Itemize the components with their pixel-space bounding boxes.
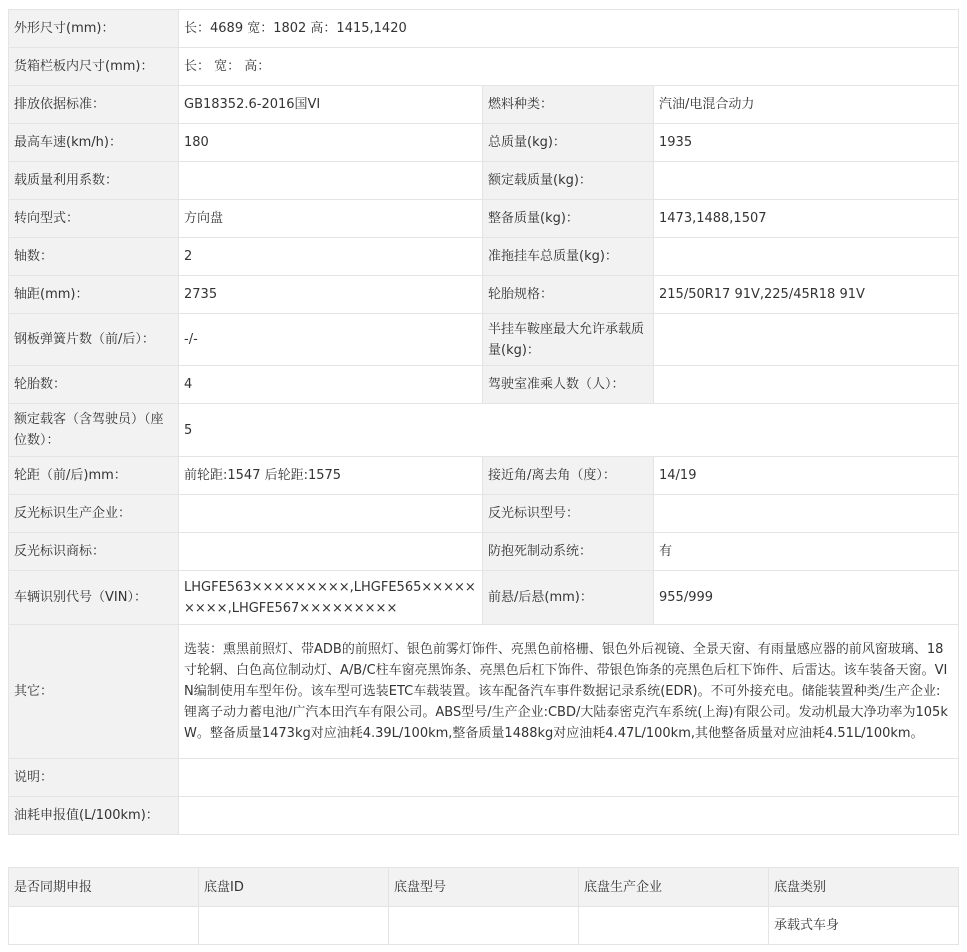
spec-row <box>9 276 959 314</box>
overhang-label: 前悬/后悬(mm)： <box>483 571 654 625</box>
spec-row <box>9 759 959 797</box>
trailer-mass-value <box>654 238 959 276</box>
spec-row <box>9 533 959 571</box>
spec-row <box>9 124 959 162</box>
tire-spec-label: 轮胎规格： <box>483 276 654 314</box>
spec-row <box>9 86 959 124</box>
abs-value: 有 <box>654 533 959 571</box>
axles-label: 轴数： <box>9 238 179 276</box>
passengers-label: 额定载客（含驾驶员）（座位数）： <box>9 404 179 457</box>
chassis-cell <box>199 907 389 945</box>
chassis-cell <box>389 907 579 945</box>
total-mass-value: 1935 <box>654 124 959 162</box>
angles-label: 接近角/离去角（度）： <box>483 457 654 495</box>
chassis-data-row <box>9 907 959 945</box>
spec-row <box>9 457 959 495</box>
load-coef-label: 载质量利用系数： <box>9 162 179 200</box>
spec-row <box>9 10 959 48</box>
abs-label: 防抱死制动系统： <box>483 533 654 571</box>
notes-label: 说明： <box>9 759 179 797</box>
fuel-consumption-value <box>179 797 959 835</box>
spec-row <box>9 314 959 366</box>
rated-load-value <box>654 162 959 200</box>
spec-row <box>9 797 959 835</box>
notes-value <box>179 759 959 797</box>
track-label: 轮距（前/后)mm： <box>9 457 179 495</box>
tires-value: 4 <box>179 366 483 404</box>
reflect-model-label: 反光标识型号： <box>483 495 654 533</box>
chassis-header-row <box>9 868 959 907</box>
spec-row <box>9 238 959 276</box>
cab-passengers-label: 驾驶室准乘人数（人）： <box>483 366 654 404</box>
overhang-value: 955/999 <box>654 571 959 625</box>
leaf-springs-label: 钢板弹簧片数（前/后）： <box>9 314 179 366</box>
trailer-mass-label: 准拖挂车总质量(kg)： <box>483 238 654 276</box>
chassis-cell: 承载式车身 <box>769 907 959 945</box>
total-mass-label: 总质量(kg)： <box>483 124 654 162</box>
chassis-header: 底盘生产企业 <box>579 868 769 907</box>
spec-row <box>9 162 959 200</box>
dimensions-value: 长：4689 宽：1802 高：1415,1420 <box>179 10 959 48</box>
other-label: 其它： <box>9 625 179 759</box>
cargo-label: 货箱栏板内尺寸(mm)： <box>9 48 179 86</box>
other-value: 选装：熏黑前照灯、带ADB的前照灯、银色前雾灯饰件、亮黑色前格栅、银色外后视镜、全景天窗、有雨量感应器的前风窗玻璃、18寸轮辋、白色高位制动灯、A/B/C柱车窗亮黑饰条、亮黑色后杠下饰件、带银色饰条的亮黑色后杠下饰件、后雷达。该车装备天窗。VIN编制使用车型年份。该车型可选装ETC车载装置。该车配备汽车事件数据记录系统(EDR)。不可外接充电。储能装置种类/生产企业:锂离子动力蓄电池/广汽本田汽车有限公司。ABS型号/生产企业:CBD/大陆泰密克汽车系统(上海)有限公司。发动机最大净功率为105kW。整备质量1473kg对应油耗4.39L/100km,整备质量1488kg对应油耗4.47L/100km,其他整备质量对应油耗4.51L/100km。 <box>179 625 959 759</box>
fuel-label: 燃料种类： <box>483 86 654 124</box>
reflect-brand-label: 反光标识商标： <box>9 533 179 571</box>
spec-row <box>9 625 959 759</box>
chassis-table <box>8 867 959 945</box>
saddle-load-label: 半挂车鞍座最大允许承载质量(kg)： <box>483 314 654 366</box>
steering-value: 方向盘 <box>179 200 483 238</box>
top-speed-label: 最高车速(km/h)： <box>9 124 179 162</box>
spec-row <box>9 571 959 625</box>
reflect-brand-value <box>179 533 483 571</box>
passengers-value: 5 <box>179 404 959 457</box>
chassis-cell <box>579 907 769 945</box>
spec-row <box>9 200 959 238</box>
reflect-model-value <box>654 495 959 533</box>
wheelbase-label: 轴距(mm)： <box>9 276 179 314</box>
tires-label: 轮胎数： <box>9 366 179 404</box>
vin-value: LHGFE563×××××××××,LHGFE565×××××××××,LHGFE567××××××××× <box>179 571 483 625</box>
saddle-load-value <box>654 314 959 366</box>
spec-row <box>9 366 959 404</box>
rated-load-label: 额定载质量(kg)： <box>483 162 654 200</box>
vin-label: 车辆识别代号（VIN）： <box>9 571 179 625</box>
vehicle-spec-table <box>8 9 959 835</box>
track-value: 前轮距:1547 后轮距:1575 <box>179 457 483 495</box>
cargo-value: 长： 宽： 高： <box>179 48 959 86</box>
axles-value: 2 <box>179 238 483 276</box>
emission-value: GB18352.6-2016国VI <box>179 86 483 124</box>
chassis-header: 底盘ID <box>199 868 389 907</box>
fuel-value: 汽油/电混合动力 <box>654 86 959 124</box>
curb-mass-value: 1473,1488,1507 <box>654 200 959 238</box>
steering-label: 转向型式： <box>9 200 179 238</box>
chassis-cell <box>9 907 199 945</box>
load-coef-value <box>179 162 483 200</box>
reflect-mfr-label: 反光标识生产企业： <box>9 495 179 533</box>
angles-value: 14/19 <box>654 457 959 495</box>
emission-label: 排放依据标准： <box>9 86 179 124</box>
spec-row <box>9 404 959 457</box>
tire-spec-value: 215/50R17 91V,225/45R18 91V <box>654 276 959 314</box>
curb-mass-label: 整备质量(kg)： <box>483 200 654 238</box>
dimensions-label: 外形尺寸(mm)： <box>9 10 179 48</box>
fuel-consumption-label: 油耗申报值(L/100km)： <box>9 797 179 835</box>
top-speed-value: 180 <box>179 124 483 162</box>
cab-passengers-value <box>654 366 959 404</box>
leaf-springs-value: -/- <box>179 314 483 366</box>
wheelbase-value: 2735 <box>179 276 483 314</box>
reflect-mfr-value <box>179 495 483 533</box>
spec-row <box>9 495 959 533</box>
chassis-header: 底盘型号 <box>389 868 579 907</box>
chassis-header: 底盘类别 <box>769 868 959 907</box>
chassis-header: 是否同期申报 <box>9 868 199 907</box>
spec-row <box>9 48 959 86</box>
